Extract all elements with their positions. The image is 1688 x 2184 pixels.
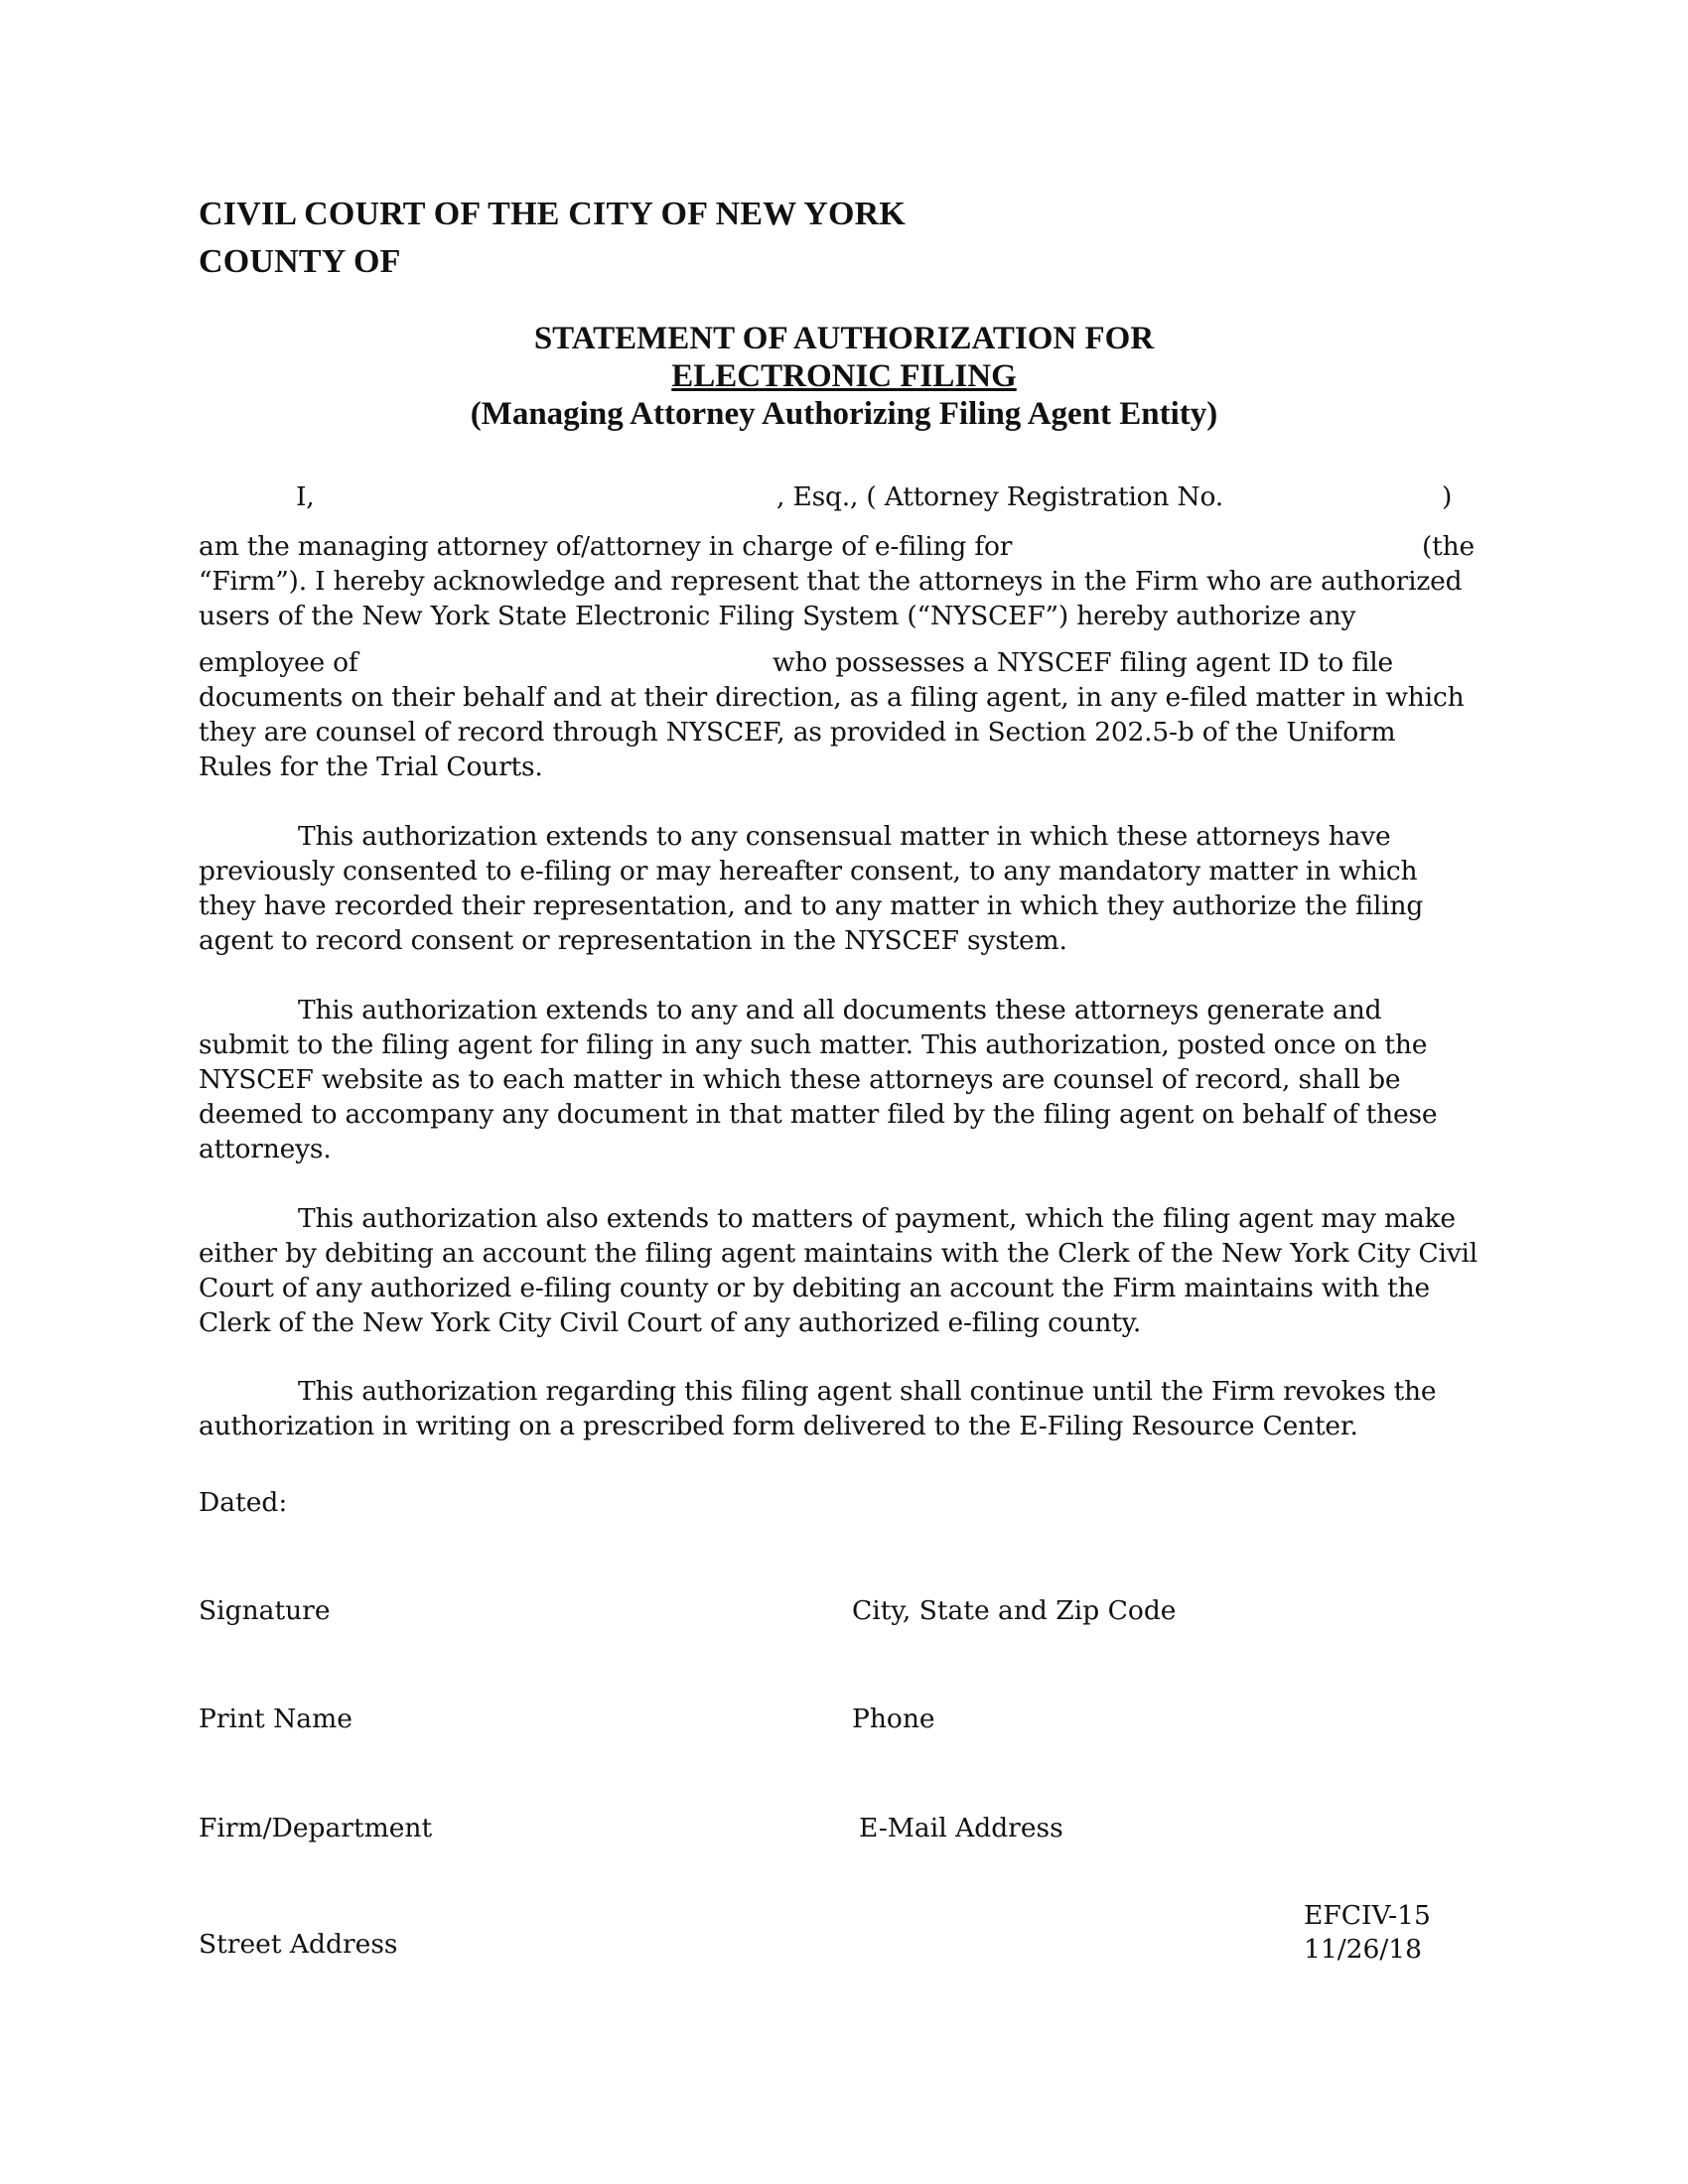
paragraph-consensual [199,819,1499,958]
paragraph-line: they have recorded their representation, and to any matter in which they authorize the filing [199,890,1424,921]
form-code-date: 11/26/18 [1304,1934,1423,1965]
intro-line-2-end: (the [1422,531,1475,562]
intro-line-6: documents on their behalf and at their direction, as a filing agent, in any e-filed matter in which [199,682,1465,713]
paragraph-line: deemed to accompany any document in that matter filed by the filing agent on behalf of these [199,1099,1438,1130]
paragraph-payment [199,1201,1499,1340]
paragraph-line: This authorization extends to any and all documents these attorneys generate and [298,995,1382,1025]
intro-i-label: I, [296,481,315,512]
paragraph-line: NYSCEF website as to each matter in which these attorneys are counsel of record, shall be [199,1064,1401,1095]
paragraph-line: submit to the filing agent for filing in any such matter. This authorization, posted once on the [199,1029,1428,1060]
paragraph-line: Clerk of the New York City Civil Court of any authorized e-filing county. [199,1307,1142,1338]
intro-line-8: Rules for the Trial Courts. [199,751,543,782]
employee-rest: who possesses a NYSCEF filing agent ID to file [773,647,1394,678]
firm-department-label: Firm/Department [199,1813,433,1843]
paragraph-line: This authorization also extends to matters of payment, which the filing agent may make [298,1203,1456,1234]
paragraph-line: This authorization regarding this filing agent shall continue until the Firm revokes the [298,1376,1437,1407]
paragraph-revocation [199,1374,1499,1443]
intro-line-3: “Firm”). I hereby acknowledge and represent that the attorneys in the Firm who are authorized [199,566,1463,597]
form-code [1304,1899,1431,1967]
dated-label: Dated: [199,1487,288,1518]
email-label: E-Mail Address [859,1813,1063,1843]
title-line-1: STATEMENT OF AUTHORIZATION FOR [533,321,1155,356]
form-code-id: EFCIV-15 [1304,1900,1431,1931]
intro-line-4: users of the New York State Electronic Filing System (“NYSCEF”) hereby authorize any [199,601,1356,631]
county-label: COUNTY OF [199,243,401,280]
intro-line-7: they are counsel of record through NYSCEF, as provided in Section 202.5-b of the Uniform [199,717,1396,748]
intro-close-paren: ) [1442,481,1453,512]
city-state-zip-label: City, State and Zip Code [852,1595,1177,1626]
paragraph-line: previously consented to e-filing or may hereafter consent, to any mandatory matter in which [199,856,1418,887]
document-title [199,320,1489,433]
phone-label: Phone [852,1704,935,1734]
paragraph-line: Court of any authorized e-filing county or by debiting an account the Firm maintains with the [199,1273,1430,1303]
court-name: CIVIL COURT OF THE CITY OF NEW YORK [199,196,907,232]
paragraph-line: attorneys. [199,1134,332,1164]
intro-esq-label: , Esq., ( Attorney Registration No. [776,481,1223,512]
paragraph-line: agent to record consent or representation in the NYSCEF system. [199,925,1067,956]
paragraph-line: authorization in writing on a prescribed form delivered to the E-Filing Resource Center. [199,1411,1358,1441]
paragraph-line: either by debiting an account the filing agent maintains with the Clerk of the New York City Civil [199,1238,1478,1269]
employee-label: employee of [199,647,358,678]
title-line-3: (Managing Attorney Authorizing Filing Agent Entity) [470,396,1218,432]
street-address-label: Street Address [199,1929,398,1960]
paragraph-documents [199,993,1499,1166]
intro-line-2: am the managing attorney of/attorney in charge of e-filing for [199,531,1013,562]
signature-label: Signature [199,1595,331,1626]
title-line-2: ELECTRONIC FILING [671,358,1017,394]
print-name-label: Print Name [199,1704,352,1734]
paragraph-line: This authorization extends to any consensual matter in which these attorneys have [298,821,1391,852]
